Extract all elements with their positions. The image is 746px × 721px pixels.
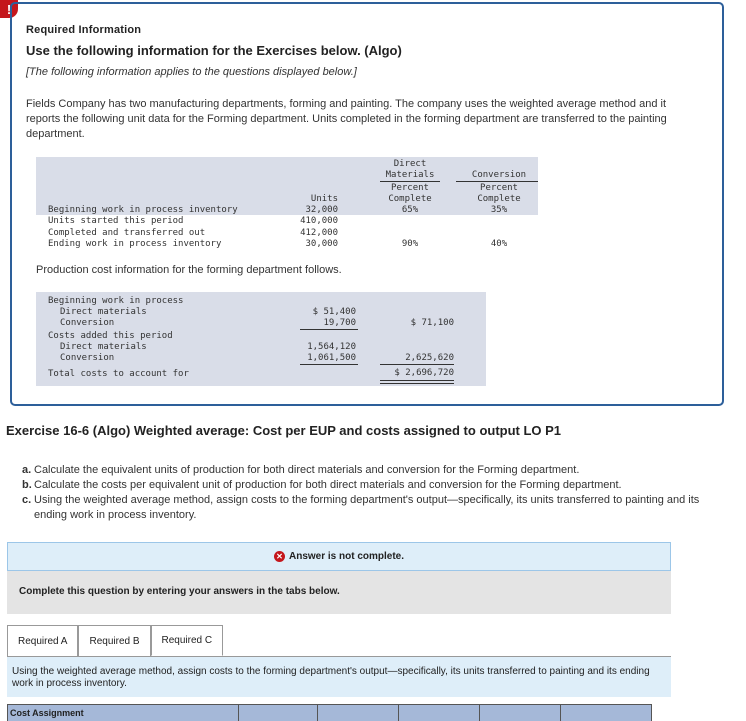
units-row-dm: 65% <box>401 205 419 215</box>
answer-status-bar <box>7 542 671 571</box>
required-info-title: Required Information <box>26 24 142 36</box>
table-header-cell <box>317 704 399 721</box>
units-row-conv: 40% <box>490 239 508 249</box>
cost-row-label: Conversion <box>60 318 115 328</box>
tab-required-b[interactable]: Required B <box>78 625 150 656</box>
list-item-letter: b. <box>22 479 32 491</box>
units-row-label: Beginning work in process inventory <box>48 205 238 215</box>
units-row-units: 30,000 <box>305 239 338 249</box>
list-item <box>22 493 702 523</box>
conv-header-line1: Conversion <box>471 170 527 180</box>
cost-row-label: Beginning work in process <box>48 296 184 306</box>
list-item-text: Calculate the costs per equivalent unit of production for both direct materials and conversion for the Forming department. <box>34 479 622 491</box>
dm-header-line1: Direct <box>393 159 427 169</box>
required-info-subtitle: Use the following information for the Exercises below. (Algo) <box>26 43 402 58</box>
tab-required-c[interactable]: Required C <box>151 625 224 656</box>
cost-row-col1: 1,564,120 <box>307 342 356 352</box>
table-header-cell <box>398 704 480 721</box>
cost-row-col2: 2,625,620 <box>405 353 454 363</box>
question-prompt <box>7 657 671 697</box>
list-item <box>22 478 702 493</box>
cost-assignment-header: Cost Assignment <box>7 704 239 721</box>
complete-instruction-text: Complete this question by entering your answers in the tabs below. <box>19 586 340 597</box>
units-row-label: Units started this period <box>48 216 184 226</box>
table-header-cell <box>479 704 561 721</box>
units-row-units: 410,000 <box>300 216 338 226</box>
list-item-text: Using the weighted average method, assign costs to the forming department's output—specifically, its units transferred to painting and its ending work in process inventory. <box>34 494 700 521</box>
complete-instruction <box>7 571 671 614</box>
cost-row-col2: $ 2,696,720 <box>394 368 454 378</box>
cost-row-col2: $ 71,100 <box>410 318 454 328</box>
units-row-conv: 35% <box>490 205 508 215</box>
units-row-dm: 90% <box>401 239 419 249</box>
list-item-text: Calculate the equivalent units of production for both direct materials and conversion for the Forming department. <box>34 464 580 476</box>
cost-row-label: Direct materials <box>60 342 147 352</box>
list-item-letter: a. <box>22 464 32 476</box>
cost-row-label: Total costs to account for <box>48 369 189 379</box>
cost-row-col1: $ 51,400 <box>312 307 356 317</box>
cost-table <box>36 292 486 392</box>
units-header: Units <box>310 194 338 204</box>
list-item <box>22 463 702 478</box>
cost-row-col1: 1,061,500 <box>307 353 356 363</box>
cost-row-label: Direct materials <box>60 307 147 317</box>
cost-assignment-header-row <box>7 704 651 721</box>
required-info-paragraph: Fields Company has two manufacturing departments, forming and painting. The company uses the weighted average method and it reports the following unit data for the Forming department. Units completed in the forming department are transferred to the painting department. <box>26 98 667 140</box>
alert-icon: ! <box>0 0 18 18</box>
table-header-cell <box>560 704 652 721</box>
answer-status-text: Answer is not complete. <box>288 551 405 562</box>
conv-header-line3: Complete <box>477 194 521 204</box>
list-item-letter: c. <box>22 494 32 506</box>
cost-section-title: Production cost information for the forming department follows. <box>36 264 342 276</box>
conv-header-line2: Percent <box>480 183 518 193</box>
cost-row-label: Costs added this period <box>48 331 173 341</box>
required-tabs <box>7 625 223 658</box>
units-row-label: Completed and transferred out <box>48 228 206 238</box>
cost-row-label: Conversion <box>60 353 115 363</box>
units-row-units: 412,000 <box>300 228 338 238</box>
dm-header-line3: Percent <box>391 183 429 193</box>
dm-header-line4: Complete <box>388 194 432 204</box>
tab-required-a[interactable]: Required A <box>7 625 78 656</box>
units-table <box>36 157 538 249</box>
x-circle-icon: ✕ <box>274 551 285 562</box>
question-prompt-text: Using the weighted average method, assign costs to the forming department's output—specifically, its units transferred to painting and its ending work in process inventory. <box>12 666 650 689</box>
table-header-cell <box>238 704 318 721</box>
units-row-label: Ending work in process inventory <box>48 239 222 249</box>
exercise-title: Exercise 16-6 (Algo) Weighted average: Cost per EUP and costs assigned to output LO P1 <box>6 423 562 438</box>
units-row-units: 32,000 <box>305 205 338 215</box>
cost-row-col1: 19,700 <box>323 318 356 328</box>
dm-header-line2: Materials <box>385 170 435 180</box>
exercise-instructions <box>22 463 702 523</box>
required-info-note: [The following information applies to the questions displayed below.] <box>26 66 357 78</box>
